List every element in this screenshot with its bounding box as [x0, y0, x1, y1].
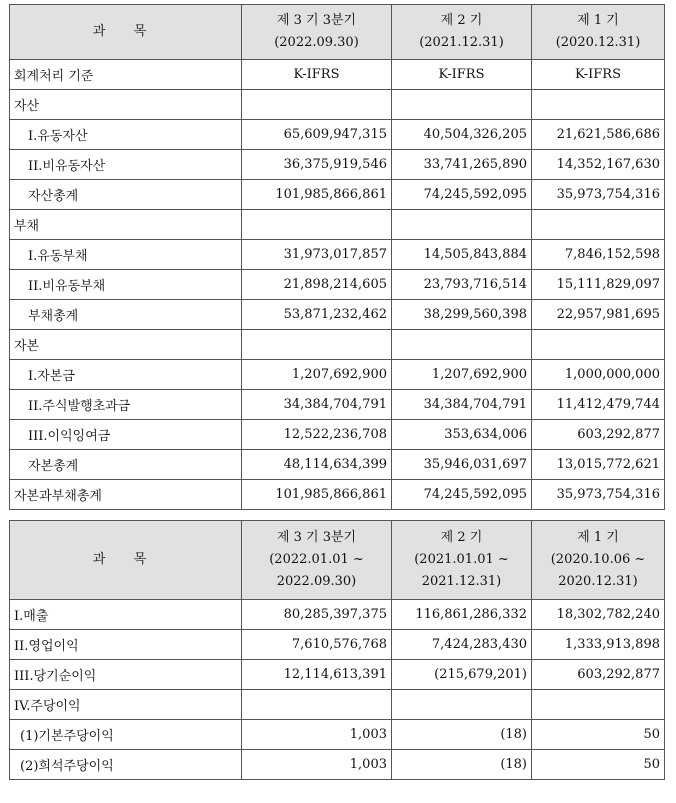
row-value [532, 210, 665, 240]
period-range-end: 2022.09.30) [276, 574, 357, 589]
table-row [10, 240, 665, 270]
row-value: K-IFRS [242, 60, 392, 90]
table-row [10, 120, 665, 150]
table-row [10, 270, 665, 300]
balance-sheet-body [10, 5, 665, 510]
table-row [10, 600, 665, 630]
balance-period-header [392, 5, 532, 60]
row-value: K-IFRS [532, 60, 665, 90]
row-value: 14,505,843,884 [392, 240, 532, 270]
row-value: 11,412,479,744 [532, 390, 665, 420]
period-title: 제 1 기 [577, 530, 619, 545]
row-value: 101,985,866,861 [242, 480, 392, 510]
row-label: I.자본금 [10, 360, 242, 390]
row-value: 7,846,152,598 [532, 240, 665, 270]
row-value: 12,114,613,391 [242, 660, 392, 690]
period-range-end: 2021.12.31) [421, 574, 502, 589]
row-value: 603,292,877 [532, 660, 665, 690]
row-value [392, 330, 532, 360]
table-row [10, 390, 665, 420]
row-label: II.주식발행초과금 [10, 390, 242, 420]
row-value: (18) [392, 720, 532, 750]
period-title: 제 3 기 3분기 [276, 530, 357, 545]
row-value [242, 690, 392, 720]
row-value [532, 90, 665, 120]
income-period-header [392, 521, 532, 600]
row-value: 116,861,286,332 [392, 600, 532, 630]
income-subject-header: 과 목 [10, 521, 242, 600]
row-value: 50 [532, 750, 665, 780]
period-date: (2022.09.30) [274, 35, 359, 50]
period-range-start: (2020.10.06 ~ [550, 552, 646, 567]
row-value: 353,634,006 [392, 420, 532, 450]
table-row [10, 90, 665, 120]
income-period-header [242, 521, 392, 600]
row-value [532, 330, 665, 360]
row-label: II.비유동부채 [10, 270, 242, 300]
period-title: 제 1 기 [577, 13, 619, 28]
income-statement-table [9, 520, 665, 780]
row-value [242, 210, 392, 240]
row-value: 21,898,214,605 [242, 270, 392, 300]
row-value: 1,003 [242, 750, 392, 780]
row-value [242, 90, 392, 120]
table-row [10, 660, 665, 690]
row-value: 21,621,586,686 [532, 120, 665, 150]
row-value: 12,522,236,708 [242, 420, 392, 450]
row-value: 603,292,877 [532, 420, 665, 450]
accounting-standard-row [10, 60, 665, 90]
table-row [10, 180, 665, 210]
period-range-start: (2022.01.01 ~ [269, 552, 364, 567]
row-value: 35,973,754,316 [532, 480, 665, 510]
row-value: 36,375,919,546 [242, 150, 392, 180]
table-row [10, 630, 665, 660]
balance-period-header [532, 5, 665, 60]
period-range-end: 2020.12.31) [558, 574, 638, 589]
period-title: 제 3 기 3분기 [276, 13, 357, 28]
row-label: 자산총계 [10, 180, 242, 210]
row-value: 40,504,326,205 [392, 120, 532, 150]
income-statement-body [10, 521, 665, 780]
table-row [10, 360, 665, 390]
period-title: 제 2 기 [440, 13, 483, 28]
row-label: 부채총계 [10, 300, 242, 330]
balance-period-header [242, 5, 392, 60]
row-value: 15,111,829,097 [532, 270, 665, 300]
row-value: 13,015,772,621 [532, 450, 665, 480]
period-title: 제 2 기 [440, 530, 483, 545]
table-row [10, 420, 665, 450]
row-label: 부채 [10, 210, 242, 240]
row-value [532, 690, 665, 720]
row-value: (215,679,201) [392, 660, 532, 690]
row-value [242, 330, 392, 360]
row-label: 자본과부채총계 [10, 480, 242, 510]
balance-subject-header: 과 목 [10, 5, 242, 60]
row-value: 1,333,913,898 [532, 630, 665, 660]
period-date: (2020.12.31) [555, 35, 641, 50]
table-row [10, 300, 665, 330]
row-label: (1)기본주당이익 [10, 720, 242, 750]
row-value: 48,114,634,399 [242, 450, 392, 480]
row-value [392, 690, 532, 720]
row-value [392, 90, 532, 120]
row-label: 자산 [10, 90, 242, 120]
table-row [10, 750, 665, 780]
row-value [392, 210, 532, 240]
table-row [10, 450, 665, 480]
row-value: 1,207,692,900 [392, 360, 532, 390]
row-value: 74,245,592,095 [392, 480, 532, 510]
row-value: 7,610,576,768 [242, 630, 392, 660]
row-value: 101,985,866,861 [242, 180, 392, 210]
row-label: I.유동부채 [10, 240, 242, 270]
table-row [10, 720, 665, 750]
row-value: 50 [532, 720, 665, 750]
row-value: 22,957,981,695 [532, 300, 665, 330]
table-row [10, 480, 665, 510]
row-value: 23,793,716,514 [392, 270, 532, 300]
row-label: 회계처리 기준 [10, 60, 242, 90]
row-value: 18,302,782,240 [532, 600, 665, 630]
row-value: 80,285,397,375 [242, 600, 392, 630]
row-value: 33,741,265,890 [392, 150, 532, 180]
row-label: 자본총계 [10, 450, 242, 480]
table-row [10, 690, 665, 720]
row-value: 53,871,232,462 [242, 300, 392, 330]
row-label: II.영업이익 [10, 630, 242, 660]
row-value: 74,245,592,095 [392, 180, 532, 210]
row-value: 35,973,754,316 [532, 180, 665, 210]
balance-sheet-table [9, 4, 665, 510]
row-value: 34,384,704,791 [392, 390, 532, 420]
row-value: 34,384,704,791 [242, 390, 392, 420]
row-label: I.유동자산 [10, 120, 242, 150]
balance-header-row [10, 5, 665, 60]
row-label: II.비유동자산 [10, 150, 242, 180]
row-value: K-IFRS [392, 60, 532, 90]
period-date: (2021.12.31) [419, 35, 504, 50]
row-value: 7,424,283,430 [392, 630, 532, 660]
table-row [10, 330, 665, 360]
row-value: 1,000,000,000 [532, 360, 665, 390]
table-row [10, 150, 665, 180]
row-value: 31,973,017,857 [242, 240, 392, 270]
row-label: (2)희석주당이익 [10, 750, 242, 780]
table-row [10, 210, 665, 240]
row-value: (18) [392, 750, 532, 780]
income-header-row [10, 521, 665, 600]
row-value: 1,003 [242, 720, 392, 750]
row-label: III.당기순이익 [10, 660, 242, 690]
row-value: 38,299,560,398 [392, 300, 532, 330]
row-label: 자본 [10, 330, 242, 360]
income-period-header [532, 521, 665, 600]
period-range-start: (2021.01.01 ~ [414, 552, 509, 567]
row-value: 14,352,167,630 [532, 150, 665, 180]
row-value: 1,207,692,900 [242, 360, 392, 390]
row-value: 65,609,947,315 [242, 120, 392, 150]
row-value: 35,946,031,697 [392, 450, 532, 480]
row-label: IV.주당이익 [10, 690, 242, 720]
row-label: I.매출 [10, 600, 242, 630]
row-label: III.이익잉여금 [10, 420, 242, 450]
